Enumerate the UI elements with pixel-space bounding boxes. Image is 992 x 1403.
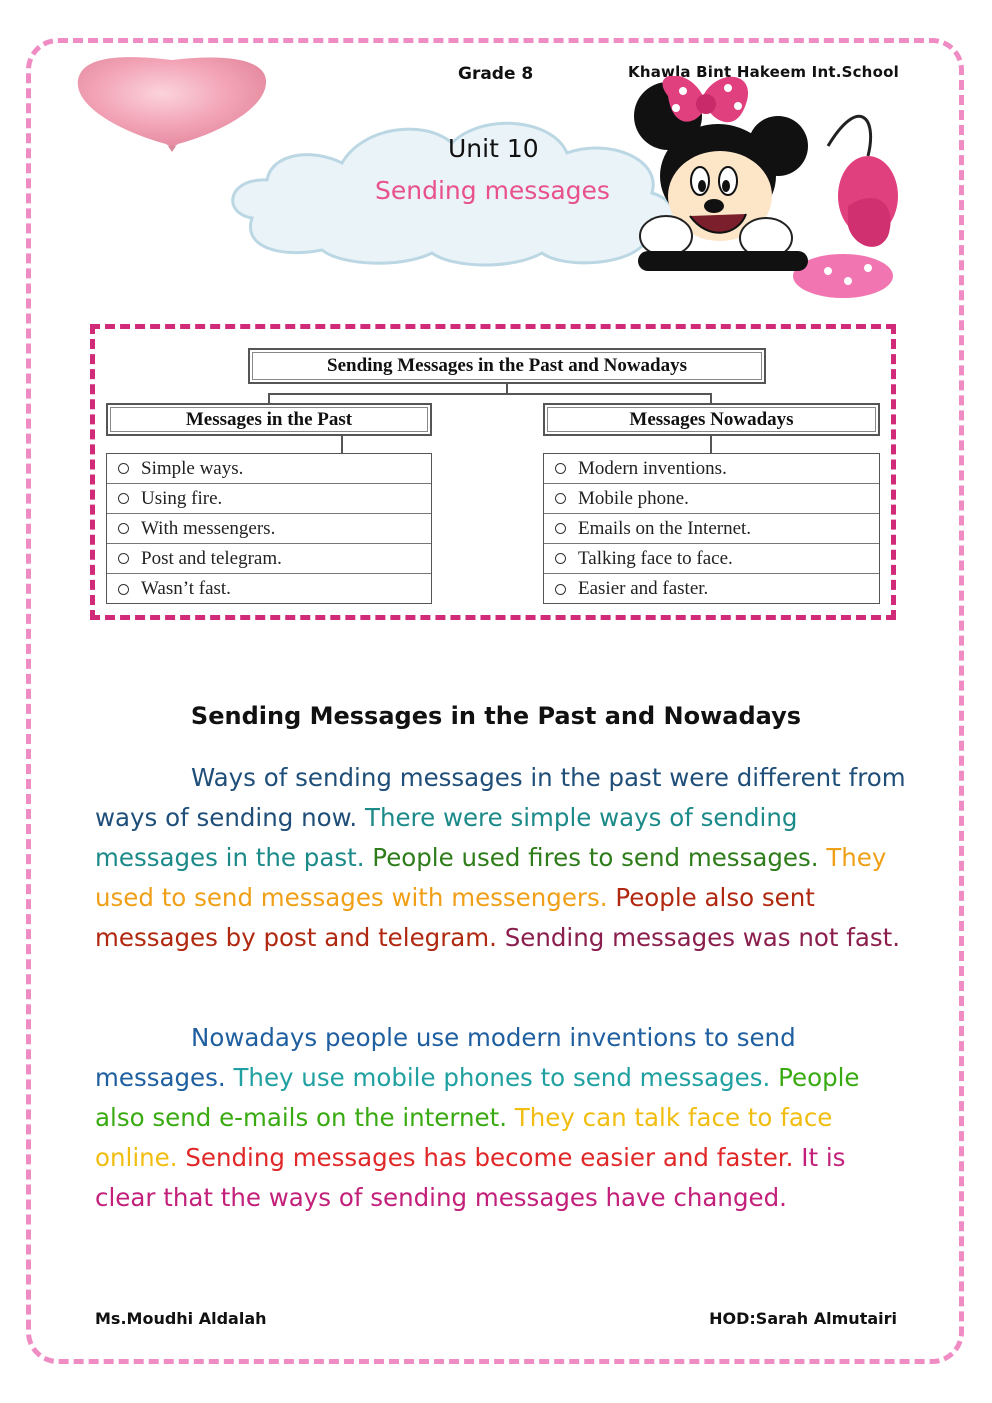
list-item: Talking face to face. (544, 544, 879, 574)
bullet-icon (118, 553, 129, 564)
list-item: Emails on the Internet. (544, 514, 879, 544)
bullet-icon (555, 553, 566, 564)
diagram-title: Sending Messages in the Past and Nowadays (248, 348, 766, 384)
sentence: Sending messages has become easier and faster. (185, 1143, 802, 1172)
bullet-icon (555, 463, 566, 474)
grade-label: Grade 8 (458, 64, 534, 84)
list-item: Modern inventions. (544, 454, 879, 484)
connector-line (268, 393, 270, 403)
minnie-mouse-illustration (628, 76, 900, 306)
sentence: There were simple ways of sending messages in the past. (95, 803, 798, 872)
sentence: Ways of sending messages in the past were different from ways of sending now. (95, 763, 906, 832)
bullet-icon (555, 584, 566, 595)
paragraph-nowadays (95, 1018, 910, 1218)
now-heading: Messages Nowadays (543, 403, 880, 436)
bullet-icon (118, 493, 129, 504)
text-title: Sending Messages in the Past and Nowadays (190, 702, 802, 730)
list-item: Simple ways. (107, 454, 431, 484)
sentence: Nowadays people use modern inventions to send messages. (95, 1023, 796, 1092)
unit-title: Unit 10 (448, 134, 539, 163)
school-name: Khawla Bint Hakeem Int.School (628, 63, 899, 81)
now-list (543, 453, 880, 604)
connector-line (268, 393, 710, 395)
sentence: People used fires to send messages. (372, 843, 827, 872)
connector-line (341, 436, 343, 453)
sentence: People also send e-mails on the internet. (95, 1063, 860, 1132)
paragraph-past (95, 758, 910, 958)
bullet-icon (118, 523, 129, 534)
list-item: Mobile phone. (544, 484, 879, 514)
list-item: Wasn’t fast. (107, 574, 431, 604)
connector-line (710, 436, 712, 453)
list-item: Post and telegram. (107, 544, 431, 574)
sentence: It is clear that the ways of sending messages have changed. (95, 1143, 846, 1212)
sentence: They used to send messages with messengers. (95, 843, 887, 912)
connector-line (710, 393, 712, 403)
past-list (106, 453, 432, 604)
teacher-name: Ms.Moudhi Aldalah (95, 1309, 267, 1328)
sentence: People also sent messages by post and telegram. (95, 883, 815, 952)
bullet-icon (118, 463, 129, 474)
hod-name: HOD:Sarah Almutairi (709, 1309, 897, 1328)
sentence: They can talk face to face online. (95, 1103, 833, 1172)
list-item: Using fire. (107, 484, 431, 514)
bullet-icon (555, 493, 566, 504)
past-heading: Messages in the Past (106, 403, 432, 436)
sentence: Sending messages was not fast. (504, 923, 901, 952)
list-item: With messengers. (107, 514, 431, 544)
sentence: They use mobile phones to send messages. (233, 1063, 779, 1092)
bullet-icon (555, 523, 566, 534)
list-item: Easier and faster. (544, 574, 879, 604)
lesson-subtitle: Sending messages (375, 176, 610, 205)
bullet-icon (118, 584, 129, 595)
